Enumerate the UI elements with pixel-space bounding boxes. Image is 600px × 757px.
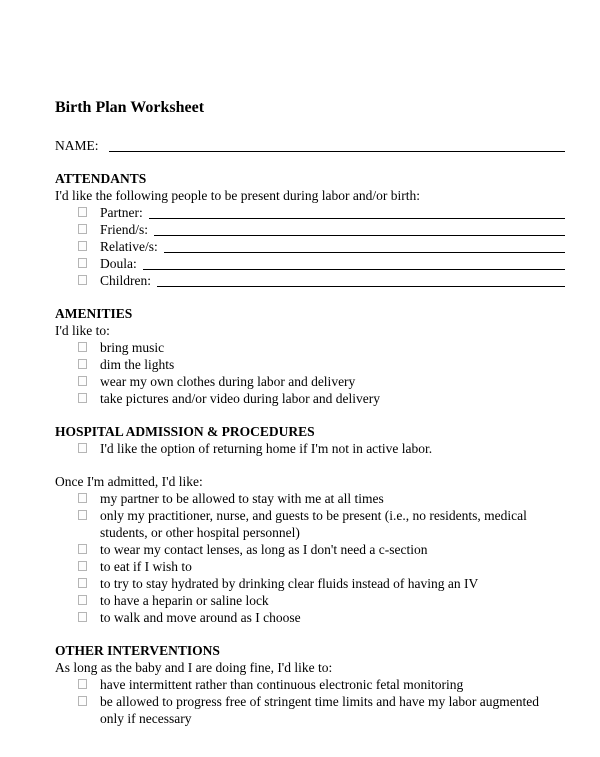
field-label: Doula:: [100, 256, 137, 271]
checkbox[interactable]: [78, 393, 87, 403]
amenities-intro: I'd like to:: [55, 323, 110, 338]
checkbox-item: [55, 373, 565, 390]
hospital-heading: HOSPITAL ADMISSION & PROCEDURES: [55, 424, 315, 439]
checkbox[interactable]: [78, 510, 87, 520]
checkbox-item: [55, 356, 565, 373]
checkbox-label: be allowed to progress free of stringent time limits and have my labor augmented only if necessary: [100, 694, 540, 726]
checkbox-label: wear my own clothes during labor and delivery: [100, 374, 356, 389]
checkbox-item: [55, 558, 565, 575]
attendant-relatives-row: [55, 238, 565, 255]
friends-checkbox[interactable]: [78, 224, 87, 234]
checkbox[interactable]: [78, 376, 87, 386]
attendants-heading: ATTENDANTS: [55, 171, 147, 186]
checkbox-label: I'd like the option of returning home if I'm not in active labor.: [100, 441, 433, 456]
checkbox-label: dim the lights: [100, 357, 175, 372]
checkbox[interactable]: [78, 493, 87, 503]
checkbox-label: to try to stay hydrated by drinking clear fluids instead of having an IV: [100, 576, 479, 591]
checkbox-label: have intermittent rather than continuous electronic fetal monitoring: [100, 677, 464, 692]
section-other-interventions: [55, 642, 565, 727]
field-label: Relative/s:: [100, 239, 158, 254]
checkbox[interactable]: [78, 443, 87, 453]
field-label: Friend/s:: [100, 222, 149, 237]
other-interventions-intro: As long as the baby and I are doing fine, I'd like to:: [55, 660, 333, 675]
checkbox-label: to have a heparin or saline lock: [100, 593, 269, 608]
admitted-intro: Once I'm admitted, I'd like:: [55, 474, 203, 489]
checkbox-label: take pictures and/or video during labor and delivery: [100, 391, 381, 406]
partner-checkbox[interactable]: [78, 207, 87, 217]
checkbox[interactable]: [78, 342, 87, 352]
checkbox-item: [55, 390, 565, 407]
children-fill-line[interactable]: [157, 272, 565, 287]
checkbox-label: to walk and move around as I choose: [100, 610, 301, 625]
checkbox[interactable]: [78, 679, 87, 689]
checkbox-item: [55, 541, 565, 558]
checkbox-item: [55, 592, 565, 609]
field-label: Partner:: [100, 205, 143, 220]
checkbox-item: [55, 507, 565, 541]
checkbox-label: only my practitioner, nurse, and guests to be present (i.e., no residents, medical students, or other hospital personnel): [100, 508, 527, 540]
checkbox[interactable]: [78, 359, 87, 369]
relatives-fill-line[interactable]: [164, 238, 565, 253]
relatives-checkbox[interactable]: [78, 241, 87, 251]
checkbox-item: [55, 490, 565, 507]
partner-fill-line[interactable]: [149, 204, 565, 219]
amenities-heading: AMENITIES: [55, 306, 133, 321]
checkbox-item: [55, 440, 565, 457]
doula-checkbox[interactable]: [78, 258, 87, 268]
attendant-doula-row: [55, 255, 565, 272]
checkbox-label: my partner to be allowed to stay with me at all times: [100, 491, 384, 506]
checkbox-item: [55, 575, 565, 592]
attendant-friends-row: [55, 221, 565, 238]
section-amenities: [55, 305, 565, 407]
children-checkbox[interactable]: [78, 275, 87, 285]
checkbox[interactable]: [78, 595, 87, 605]
checkbox-item: [55, 609, 565, 626]
section-attendants: [55, 170, 565, 289]
checkbox[interactable]: [78, 544, 87, 554]
section-hospital-admission: [55, 423, 565, 626]
attendant-partner-row: [55, 204, 565, 221]
doula-fill-line[interactable]: [143, 255, 565, 270]
other-interventions-heading: OTHER INTERVENTIONS: [55, 643, 220, 658]
name-fill-line[interactable]: [109, 137, 566, 152]
checkbox-item: [55, 339, 565, 356]
friends-fill-line[interactable]: [154, 221, 565, 236]
checkbox[interactable]: [78, 696, 87, 706]
field-label: Children:: [100, 273, 151, 288]
checkbox-label: bring music: [100, 340, 165, 355]
checkbox-label: to eat if I wish to: [100, 559, 192, 574]
name-label: NAME:: [55, 138, 99, 153]
checkbox[interactable]: [78, 578, 87, 588]
page-title: Birth Plan Worksheet: [55, 99, 205, 116]
attendant-children-row: [55, 272, 565, 289]
checkbox-label: to wear my contact lenses, as long as I don't need a c-section: [100, 542, 428, 557]
name-row: [55, 137, 565, 154]
attendants-intro: I'd like the following people to be present during labor and/or birth:: [55, 188, 420, 203]
checkbox-item: [55, 693, 565, 727]
checkbox[interactable]: [78, 612, 87, 622]
checkbox-item: [55, 676, 565, 693]
checkbox[interactable]: [78, 561, 87, 571]
